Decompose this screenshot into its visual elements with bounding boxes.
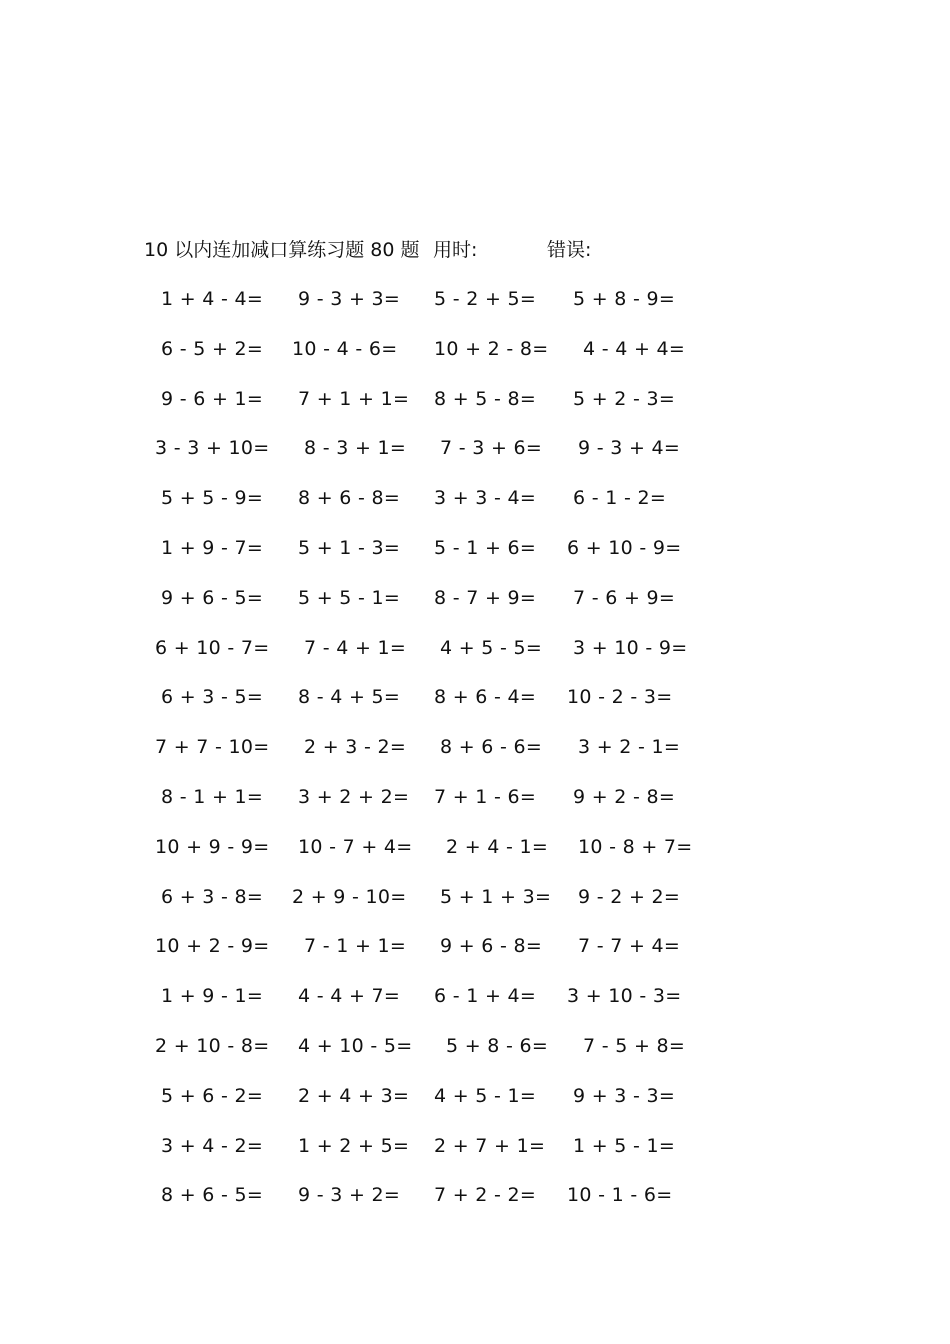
problem-expression: 4 + 5 - 5=: [440, 637, 543, 659]
problem-expression: 3 + 10 - 3=: [567, 985, 682, 1007]
problem-expression: 3 - 3 + 10=: [155, 437, 270, 459]
problem-expression: 9 - 3 + 4=: [578, 437, 681, 459]
problem-expression: 3 + 3 - 4=: [434, 487, 537, 509]
problem-row: [0, 434, 950, 462]
problem-expression: 5 + 8 - 9=: [573, 288, 676, 310]
problem-expression: 7 + 1 + 1=: [298, 388, 410, 410]
problem-expression: 10 + 2 - 9=: [155, 935, 270, 957]
problem-row: [0, 1181, 950, 1209]
problem-expression: 6 - 1 - 2=: [573, 487, 667, 509]
problem-expression: 6 + 3 - 8=: [161, 886, 264, 908]
problem-expression: 1 + 9 - 1=: [161, 985, 264, 1007]
problem-expression: 2 + 9 - 10=: [292, 886, 407, 908]
problem-expression: 10 + 2 - 8=: [434, 338, 549, 360]
problem-expression: 7 - 1 + 1=: [304, 935, 407, 957]
problem-expression: 6 - 1 + 4=: [434, 985, 537, 1007]
problem-expression: 8 - 1 + 1=: [161, 786, 264, 808]
problem-row: [0, 385, 950, 413]
problem-expression: 9 - 2 + 2=: [578, 886, 681, 908]
problem-expression: 5 + 5 - 9=: [161, 487, 264, 509]
problem-expression: 9 + 2 - 8=: [573, 786, 676, 808]
problem-row: [0, 783, 950, 811]
problem-expression: 7 - 3 + 6=: [440, 437, 543, 459]
problem-row: [0, 484, 950, 512]
problem-row: [0, 335, 950, 363]
problem-expression: 7 + 1 - 6=: [434, 786, 537, 808]
problem-expression: 4 + 5 - 1=: [434, 1085, 537, 1107]
problem-expression: 4 + 10 - 5=: [298, 1035, 413, 1057]
problem-expression: 10 - 8 + 7=: [578, 836, 693, 858]
problem-expression: 1 + 5 - 1=: [573, 1135, 676, 1157]
problem-expression: 2 + 4 - 1=: [446, 836, 549, 858]
problem-expression: 1 + 4 - 4=: [161, 288, 264, 310]
problem-expression: 8 + 5 - 8=: [434, 388, 537, 410]
problem-expression: 7 - 4 + 1=: [304, 637, 407, 659]
problem-row: [0, 883, 950, 911]
problem-expression: 9 + 6 - 8=: [440, 935, 543, 957]
problem-row: [0, 1132, 950, 1160]
problem-expression: 5 + 8 - 6=: [446, 1035, 549, 1057]
problem-expression: 2 + 3 - 2=: [304, 736, 407, 758]
problem-expression: 8 + 6 - 6=: [440, 736, 543, 758]
problem-row: [0, 982, 950, 1010]
problem-expression: 5 + 1 - 3=: [298, 537, 401, 559]
problem-expression: 6 + 10 - 9=: [567, 537, 682, 559]
problem-expression: 10 - 1 - 6=: [567, 1184, 673, 1206]
problem-expression: 1 + 9 - 7=: [161, 537, 264, 559]
problem-row: [0, 833, 950, 861]
problem-expression: 5 - 2 + 5=: [434, 288, 537, 310]
problem-expression: 2 + 10 - 8=: [155, 1035, 270, 1057]
problem-expression: 5 + 5 - 1=: [298, 587, 401, 609]
problem-row: [0, 1082, 950, 1110]
problem-expression: 9 - 3 + 2=: [298, 1184, 401, 1206]
problem-expression: 7 - 6 + 9=: [573, 587, 676, 609]
problem-expression: 8 + 6 - 8=: [298, 487, 401, 509]
worksheet-title: 10 以内连加减口算练习题 80 题: [144, 239, 420, 261]
problem-row: [0, 634, 950, 662]
problem-expression: 9 - 3 + 3=: [298, 288, 401, 310]
problem-row: [0, 285, 950, 313]
problem-expression: 9 - 6 + 1=: [161, 388, 264, 410]
problem-expression: 8 + 6 - 5=: [161, 1184, 264, 1206]
problem-expression: 3 + 4 - 2=: [161, 1135, 264, 1157]
problem-row: [0, 584, 950, 612]
problem-expression: 8 - 4 + 5=: [298, 686, 401, 708]
problem-expression: 8 - 7 + 9=: [434, 587, 537, 609]
problem-row: [0, 733, 950, 761]
time-used-label: 用时:: [433, 239, 478, 261]
problem-row: [0, 1032, 950, 1060]
problem-expression: 6 - 5 + 2=: [161, 338, 264, 360]
problem-expression: 1 + 2 + 5=: [298, 1135, 410, 1157]
problem-expression: 5 + 6 - 2=: [161, 1085, 264, 1107]
problem-expression: 6 + 10 - 7=: [155, 637, 270, 659]
problem-expression: 4 - 4 + 4=: [583, 338, 686, 360]
errors-label: 错误:: [547, 239, 592, 261]
problem-expression: 5 + 2 - 3=: [573, 388, 676, 410]
problem-expression: 10 + 9 - 9=: [155, 836, 270, 858]
problem-expression: 2 + 7 + 1=: [434, 1135, 546, 1157]
problem-expression: 6 + 3 - 5=: [161, 686, 264, 708]
problem-expression: 5 - 1 + 6=: [434, 537, 537, 559]
problem-expression: 10 - 4 - 6=: [292, 338, 398, 360]
problem-expression: 7 + 2 - 2=: [434, 1184, 537, 1206]
problem-expression: 7 + 7 - 10=: [155, 736, 270, 758]
problem-expression: 3 + 2 + 2=: [298, 786, 410, 808]
problem-expression: 4 - 4 + 7=: [298, 985, 401, 1007]
problem-row: [0, 932, 950, 960]
problem-expression: 9 + 3 - 3=: [573, 1085, 676, 1107]
problem-expression: 7 - 5 + 8=: [583, 1035, 686, 1057]
problem-expression: 9 + 6 - 5=: [161, 587, 264, 609]
problem-expression: 7 - 7 + 4=: [578, 935, 681, 957]
problem-row: [0, 683, 950, 711]
problem-row: [0, 534, 950, 562]
problem-expression: 10 - 7 + 4=: [298, 836, 413, 858]
problem-expression: 5 + 1 + 3=: [440, 886, 552, 908]
problem-expression: 8 - 3 + 1=: [304, 437, 407, 459]
problem-expression: 8 + 6 - 4=: [434, 686, 537, 708]
problem-expression: 2 + 4 + 3=: [298, 1085, 410, 1107]
problem-expression: 10 - 2 - 3=: [567, 686, 673, 708]
problem-expression: 3 + 10 - 9=: [573, 637, 688, 659]
problem-expression: 3 + 2 - 1=: [578, 736, 681, 758]
